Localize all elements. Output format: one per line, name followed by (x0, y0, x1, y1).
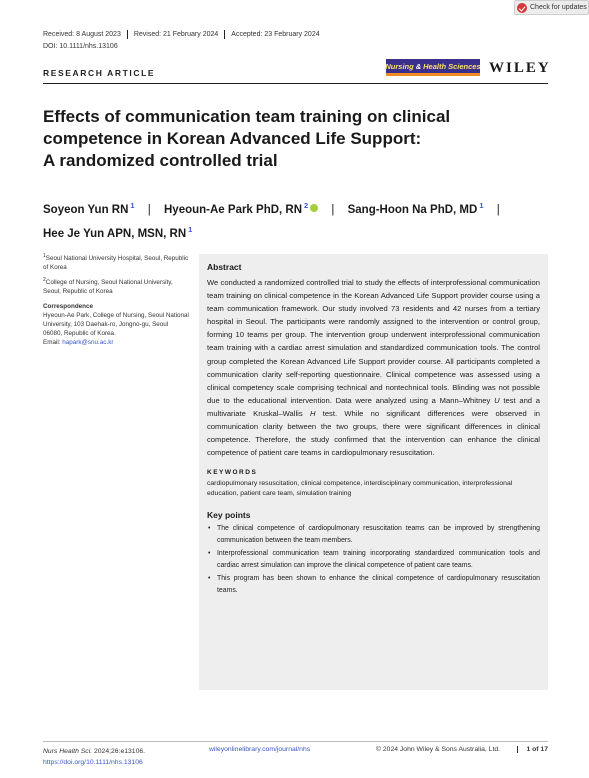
revised-date: Revised: 21 February 2024 (127, 30, 224, 39)
author-list (43, 196, 513, 244)
author-name[interactable]: Sang-Hoon Na PhD, MD (347, 203, 478, 216)
abstract-heading: Abstract (207, 262, 242, 272)
author-affil-sup[interactable]: 1 (130, 201, 135, 210)
author-affil-sup[interactable]: 2 (304, 201, 309, 210)
affiliation: $^2$College of Nursing, Seoul National University, Seoul, Republic of Korea (43, 277, 173, 296)
title-line-2: competence in Korean Advanced Life Support: (43, 129, 422, 148)
author-affil-sup[interactable]: 1 (479, 201, 484, 210)
orcid-icon[interactable] (310, 204, 318, 212)
received-date: Received: 8 August 2023 (43, 31, 121, 38)
doi-link[interactable]: https://doi.org/10.1111/nhs.13106 (43, 759, 143, 766)
article-title (43, 106, 523, 172)
email-link[interactable]: hapark@snu.ac.kr (62, 339, 114, 347)
copyright: © 2024 John Wiley & Sons Australia, Ltd. (376, 746, 501, 753)
check-for-updates-button[interactable] (514, 0, 589, 15)
check-circle-icon (517, 3, 527, 13)
title-line-3: A randomized controlled trial (43, 151, 278, 170)
footer-divider (43, 741, 548, 742)
check-for-updates-label: Check for updates (530, 4, 587, 11)
correspondence-email-line (43, 338, 189, 347)
author-name[interactable]: Soyeon Yun RN (43, 203, 129, 216)
author-separator: | (496, 203, 500, 216)
key-point-item: • This program has been shown to enhance the clinical competence of cardiopulmonary resuscitation teams. (207, 573, 540, 597)
correspondence-heading: Correspondence (43, 303, 94, 311)
title-line-1: Effects of communication team training on clinical (43, 107, 451, 126)
accepted-date: Accepted: 23 February 2024 (224, 30, 325, 39)
key-point-item: • Interprofessional communication team training incorporating standardized communication tools and cardiac arrest simulation can improve the clinical competence of patient care teams. (207, 548, 540, 572)
citation-journal: Nurs Health Sci. (43, 748, 93, 755)
citation-details: 2024;26:e13106. (92, 748, 146, 755)
keywords-heading: KEYWORDS (207, 469, 258, 477)
author-separator: | (331, 203, 335, 216)
author-affil-sup[interactable]: 1 (188, 224, 193, 234)
author-name[interactable]: Hyeoun-Ae Park PhD, RN (164, 203, 303, 216)
author-name[interactable]: Hee Je Yun APN, MSN, RN (43, 227, 187, 240)
email-label: Email: (43, 339, 63, 347)
journal-name-part1: Nursing (385, 61, 414, 71)
key-point-item: • The clinical competence of cardiopulmonary resuscitation teams can be improved by strengthening communication between the team members. (207, 523, 540, 547)
publisher-logo: WILEY (489, 60, 551, 76)
abstract-text: We conducted a randomized controlled trial to study the effects of interprofessional communication team training on clinical competence in the Korean Advanced Life Support provider course using a team communication framework. Our study involved 73 residents and 42 nurses from a tertiary hospital in Seoul. The participants were randomly assigned to the intervention or control group, forming 10 teams per group. The intervention group underwent interprofessional communication team training with a cardiac arrest simulation and standardized communication tools. The control group completed the Korean Advanced Life Support provider course. All participants completed a communication clarity self-reporting questionnaire. Clinical competence was assessed using a clinical competency scale comprising technical and nontechnical tools. Blinding was not possible due to the educational intervention. Data were analyzed using a Mann–Whitney U test and a multivariate Kruskal–Wallis H test. While no significant differences were observed in communication clarity between the two groups, there were significant differences in clinical competence. Therefore, the study confirmed that the intervention can enhance the clinical competence of patient care teams in cardiopulmonary resuscitation. (207, 278, 540, 458)
key-points-heading: Key points (207, 510, 251, 521)
page-number: 1 of 17 (517, 746, 548, 753)
affiliation: $^1$Seoul National University Hospital, Seoul, Republic of Korea (43, 253, 189, 272)
header-divider (43, 83, 548, 84)
correspondence-text: Hyeoun-Ae Park, College of Nursing, Seoul National University, 103 Daehak-ro, Jongno-gu, Seoul 06080, Republic of Korea. (43, 312, 189, 338)
article-type-label: RESEARCH ARTICLE (43, 68, 156, 78)
journal-logo (386, 59, 480, 76)
citation (43, 746, 145, 768)
affiliations-column (43, 252, 189, 347)
key-points-list (207, 523, 540, 597)
journal-name-part2: Health Sciences (423, 61, 481, 71)
keywords-text: cardiopulmonary resuscitation, clinical competence, interdisciplinary communication, interprofessional education, patient care team, simulation training (207, 480, 513, 497)
abstract-panel (199, 254, 548, 690)
article-dates (43, 30, 326, 39)
journal-website-link[interactable]: wileyonlinelibrary.com/journal/nhs (209, 746, 311, 753)
journal-name-amp: & (415, 61, 422, 71)
doi: DOI: 10.1111/nhs.13106 (43, 43, 118, 50)
author-separator: | (147, 203, 151, 216)
